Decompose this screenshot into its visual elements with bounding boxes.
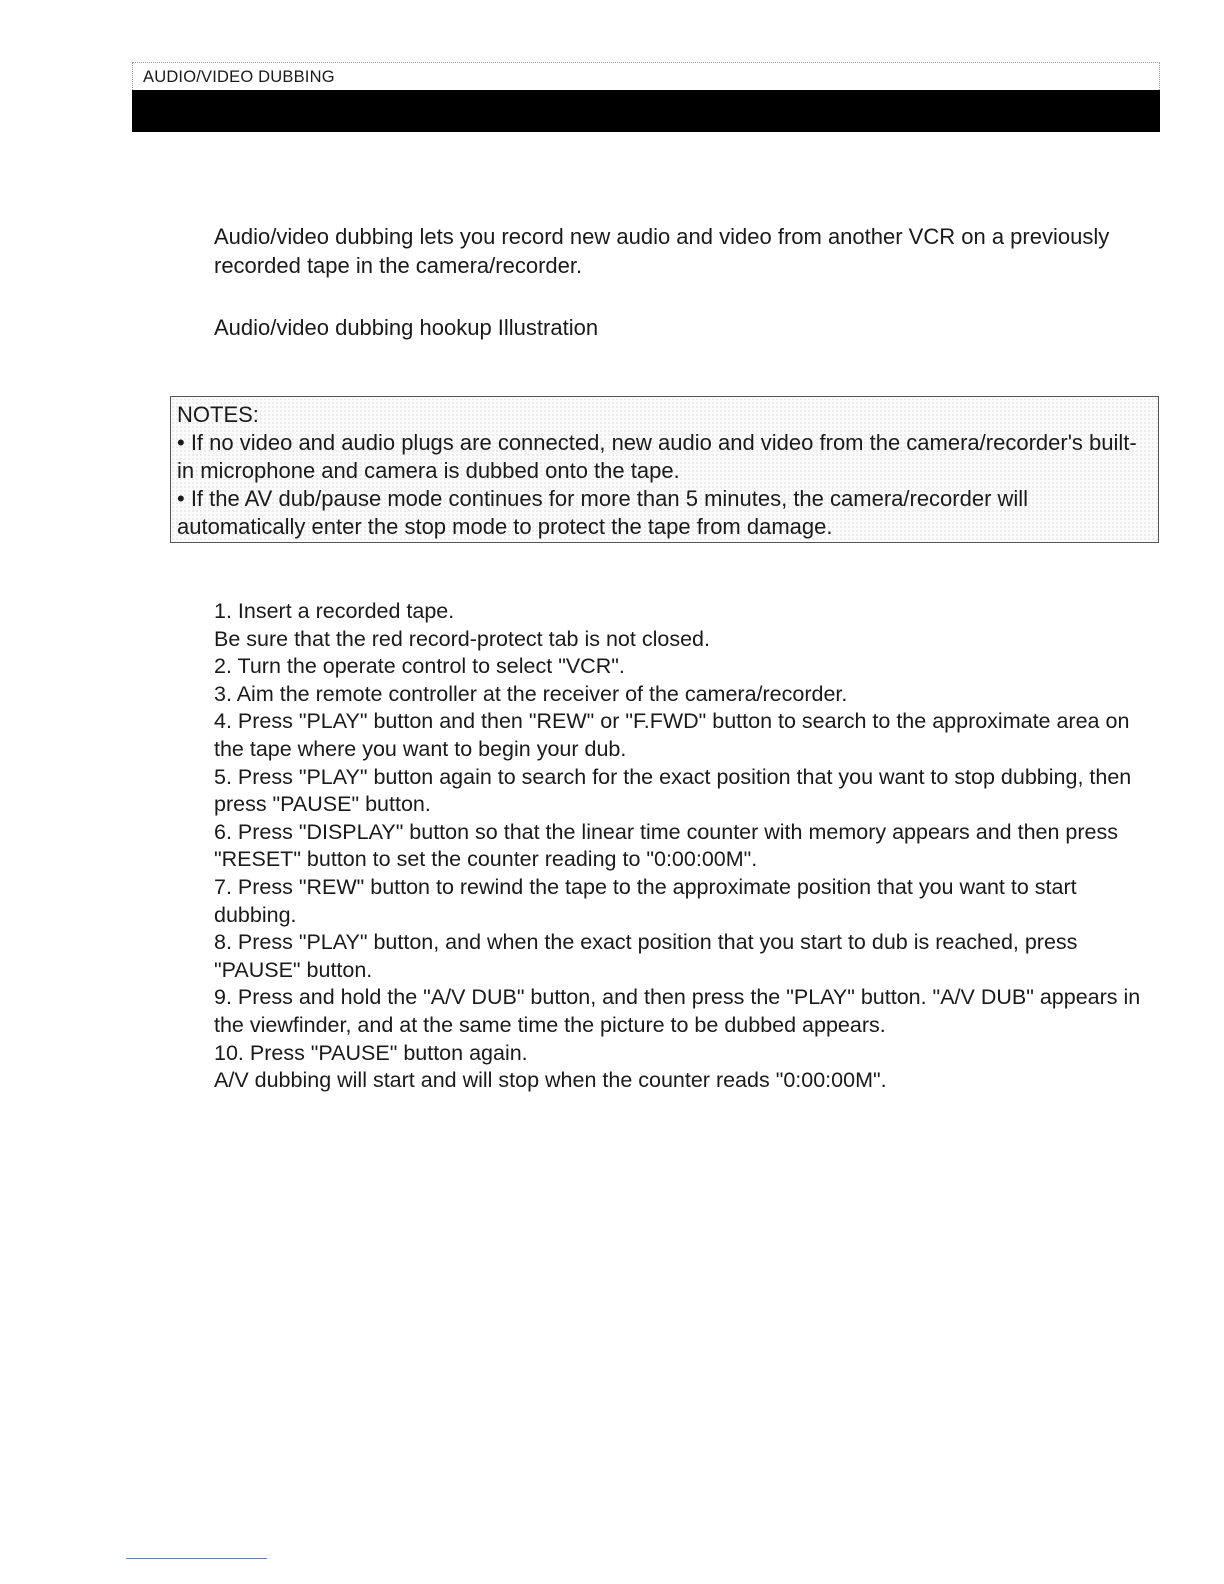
steps-list: [214, 598, 1154, 1095]
step-item: 5. Press "PLAY" button again to search for the exact position that you want to stop dubbing, then press "PAUSE" button.: [214, 764, 1132, 817]
step-item: 1. Insert a recorded tape.: [214, 599, 455, 623]
notes-box: [170, 396, 1159, 543]
section-header: [132, 62, 1160, 90]
note-item: • If the AV dub/pause mode continues for more than 5 minutes, the camera/recorder will automatically enter the stop mode to protect the tape from damage.: [177, 486, 1029, 539]
step-item: 4. Press "PLAY" button and then "REW" or "F.FWD" button to search to the approximate area on the tape where you want to begin your dub.: [214, 709, 1130, 761]
step-item: 8. Press "PLAY" button, and when the exact position that you start to dub is reached, press "PAUSE" button.: [214, 930, 1078, 982]
header-black-bar: [132, 90, 1160, 132]
illustration-caption: Audio/video dubbing hookup Illustration: [214, 315, 599, 340]
step-item: 6. Press "DISPLAY" button so that the linear time counter with memory appears and then press "RESET" button to set the counter reading to "0:00:00M".: [214, 819, 1118, 872]
footer-rule: [126, 1558, 267, 1559]
step-note: A/V dubbing will start and will stop when the counter reads "0:00:00M".: [214, 1068, 887, 1093]
notes-heading: NOTES:: [177, 402, 259, 427]
intro-paragraph: Audio/video dubbing lets you record new audio and video from another VCR on a previously recorded tape in the camera/recorder.: [214, 224, 1110, 278]
step-item: 10. Press "PAUSE" button again.: [214, 1040, 528, 1065]
step-item: 9. Press and hold the "A/V DUB" button, and then press the "PLAY" button. "A/V DUB" appears in the viewfinder, and at the same time the picture to be dubbed appears.: [214, 985, 1141, 1037]
section-title: AUDIO/VIDEO DUBBING: [143, 68, 335, 86]
note-item: • If no video and audio plugs are connected, new audio and video from the camera/recorder's built-in microphone and camera is dubbed onto the tape.: [177, 430, 1137, 483]
step-item: 7. Press "REW" button to rewind the tape to the approximate position that you want to start dubbing.: [214, 874, 1077, 927]
step-note: Be sure that the red record-protect tab is not closed.: [214, 626, 710, 651]
step-item: 2. Turn the operate control to select "VCR".: [214, 654, 625, 679]
step-item: 3. Aim the remote controller at the receiver of the camera/recorder.: [214, 681, 848, 706]
